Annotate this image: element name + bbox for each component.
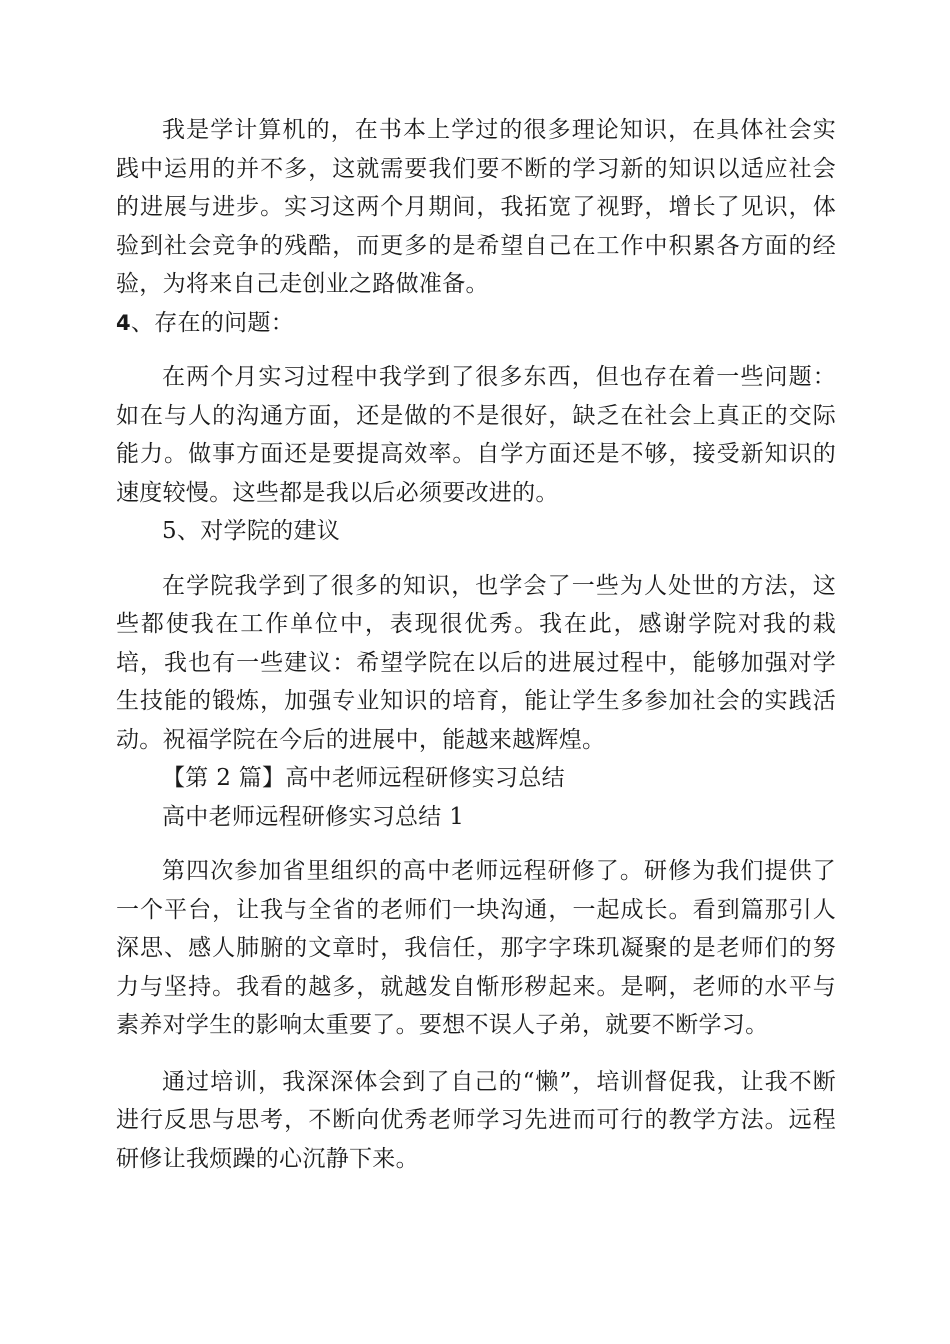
section-subtitle: 高中老师远程研修实习总结 1: [162, 803, 465, 830]
heading-existing-problems: [116, 304, 836, 343]
paragraph-remote-training: 第四次参加省里组织的高中老师远程研修了。研修为我们提供了一个平台，让我与全省的老师们一块沟通，一起成长。看到篇那引人深思、感人肺腑的文章时，我信任，那字字珠玑凝聚的是老师们的努力与坚持。我看的越多，就越发自惭形秽起来。是啊，老师的水平与素养对学生的影响太重要了。要想不误人子弟，就要不断学习。: [116, 858, 836, 1038]
paragraph-computer-study: 我是学计算机的，在书本上学过的很多理论知识，在具体社会实践中运用的并不多，这就需要我们要不断的学习新的知识以适应社会的进展与进步。实习这两个月期间，我拓宽了视野，增长了见识，体验到社会竞争的残酷，而更多的是希望自己在工作中积累各方面的经验，为将来自己走创业之路做准备。: [116, 117, 836, 297]
heading-number: 4: [116, 310, 131, 335]
paragraph-problems: 在两个月实习过程中我学到了很多东西，但也存在着一些问题：如在与人的沟通方面，还是做的不是很好，缺乏在社会上真正的交际能力。做事方面还是要提高效率。自学方面还是不够，接受新知识的速度较慢。这些都是我以后必须要改进的。: [116, 364, 836, 506]
heading-label: 、存在的问题：: [130, 309, 295, 336]
paragraph-suggestions: 在学院我学到了很多的知识，也学会了一些为人处世的方法，这些都使我在工作单位中，表现很优秀。我在此，感谢学院对我的栽培，我也有一些建议：希望学院在以后的进展过程中，能够加强对学生技能的锻炼，加强专业知识的培育，能让学生多参加社会的实践活动。祝福学院在今后的进展中，能越来越辉煌。: [116, 572, 836, 753]
paragraph-training-reflection: 通过培训，我深深体会到了自己的“懒”，培训督促我，让我不断进行反思与思考，不断向优秀老师学习先进而可行的教学方法。远程研修让我烦躁的心沉静下来。: [116, 1068, 836, 1172]
section-title: 【第 2 篇】高中老师远程研修实习总结: [162, 765, 565, 791]
document-body: [116, 111, 836, 1178]
heading-suggestions: 5、对学院的建议: [162, 518, 341, 544]
